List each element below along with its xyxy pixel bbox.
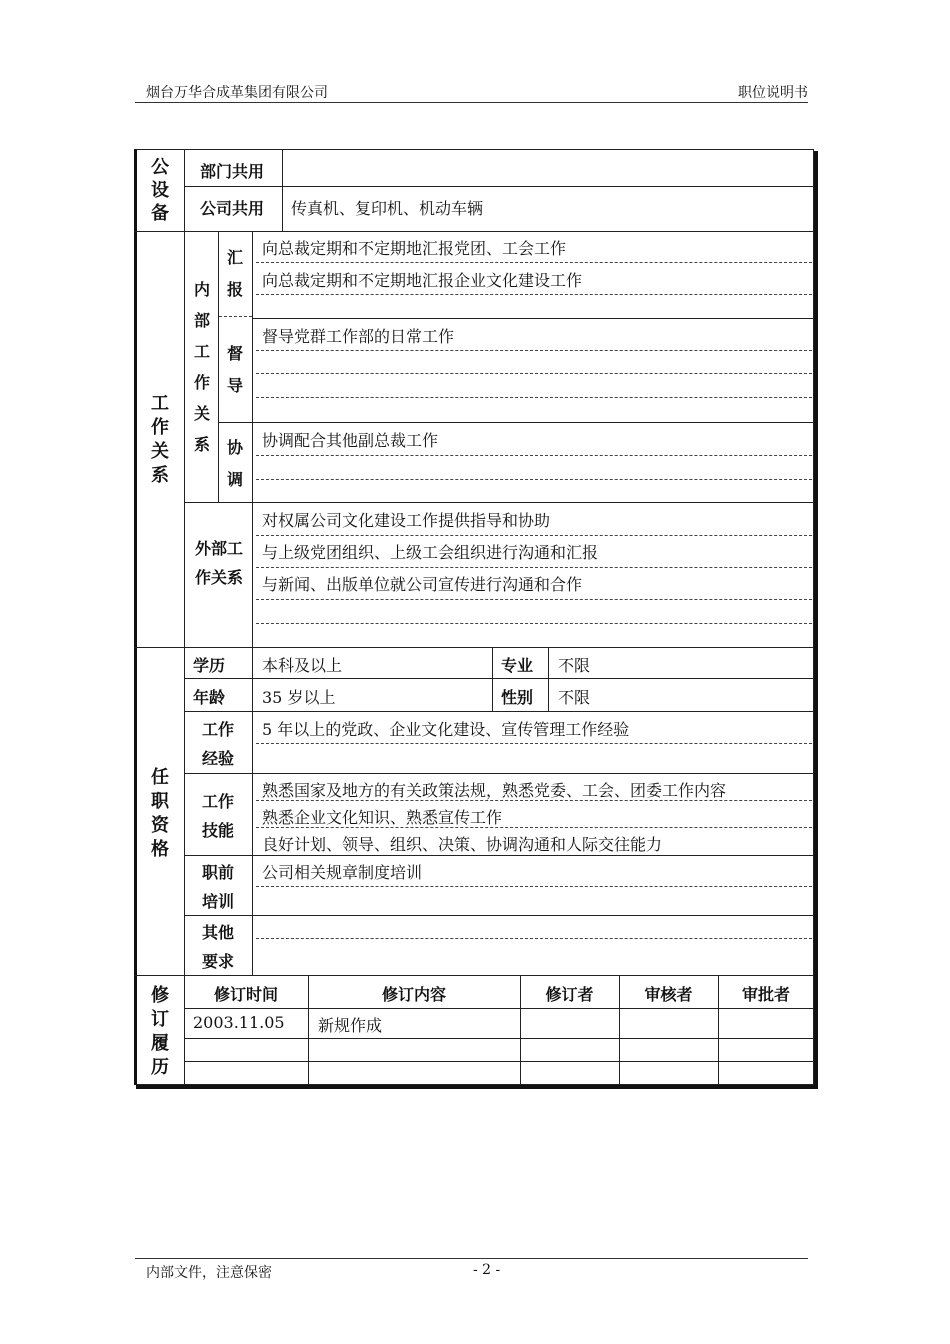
- qual-row-sep: [184, 773, 814, 774]
- equipment-section-label: 公设备: [151, 157, 169, 224]
- header-doc-type: 职位说明书: [738, 85, 808, 101]
- internal-relations-label: 内部工作关系: [193, 280, 210, 454]
- external-item-3: 与新闻、出版单位就公司宣传进行沟通和合作: [262, 575, 583, 594]
- dash-line: [256, 262, 812, 263]
- rev-col-content: 修订内容: [381, 985, 446, 1004]
- dash-line: [256, 397, 812, 398]
- frame-right-shadow: [814, 151, 818, 1089]
- skills-item-3: 良好计划、领导、组织、决策、协调沟通和人际交往能力: [262, 835, 663, 854]
- experience-label: 工作经验: [201, 720, 234, 768]
- qual-mid-divider-2: [548, 647, 549, 711]
- dash-line: [256, 938, 812, 939]
- equipment-dept-label: 部门共用: [200, 162, 265, 181]
- revision-section-label: 修订履历: [151, 985, 169, 1078]
- section-column-divider: [184, 149, 185, 1085]
- header-rule: [135, 102, 808, 103]
- report-item-1: 向总裁定期和不定期地汇报党团、工会工作: [262, 239, 567, 258]
- dash-line: [256, 373, 812, 374]
- rev-col-reviser: 修订者: [545, 985, 594, 1004]
- rev-row-content: 新规作成: [318, 1016, 383, 1035]
- supervise-label: 督导: [226, 344, 243, 395]
- dash-line: [256, 350, 812, 351]
- internal-label-divider: [218, 231, 219, 502]
- age-label: 年龄: [193, 688, 226, 707]
- dash-line: [256, 623, 812, 624]
- rev-col-reviewer: 审核者: [644, 985, 693, 1004]
- rev-row-sep: [184, 1008, 814, 1009]
- sep-equipment: [134, 231, 814, 232]
- qual-row-sep: [184, 855, 814, 856]
- dash-line: [256, 827, 812, 828]
- external-item-1: 对权属公司文化建设工作提供指导和协助: [262, 511, 551, 530]
- training-label: 职前培训: [201, 863, 234, 911]
- external-relations-label: 外部工作关系: [195, 539, 244, 587]
- equipment-company-label: 公司共用: [200, 199, 265, 218]
- report-item-2: 向总裁定期和不定期地汇报企业文化建设工作: [262, 271, 583, 290]
- qualifications-section-label: 任职资格: [151, 767, 169, 860]
- experience-item-1: 5 年以上的党政、企业文化建设、宣传管理工作经验: [262, 720, 630, 739]
- education-label: 学历: [193, 656, 226, 675]
- age-value: 35 岁以上: [262, 688, 336, 707]
- rev-row-sep: [184, 1038, 814, 1039]
- dash-line: [256, 479, 812, 480]
- relations-section-label: 工作关系: [151, 393, 169, 486]
- dash-line: [256, 455, 812, 456]
- supervise-sep: [218, 422, 814, 423]
- skills-item-2: 熟悉企业文化知识、熟悉宣传工作: [262, 808, 503, 827]
- report-supervise-dashed-sep: [219, 316, 252, 317]
- footer-page-number: - 2 -: [473, 1262, 501, 1278]
- report-label: 汇报: [226, 248, 243, 299]
- frame-left-thick: [134, 149, 137, 1085]
- dash-line: [256, 800, 812, 801]
- sep-qualifications: [134, 975, 814, 976]
- major-value: 不限: [558, 656, 591, 675]
- rev-col-date: 修订时间: [213, 985, 278, 1004]
- coordinate-item-1: 协调配合其他副总裁工作: [262, 431, 439, 450]
- sep-relations: [134, 647, 814, 648]
- qual-row-sep: [184, 678, 814, 679]
- major-label: 专业: [501, 656, 534, 675]
- qual-label-divider: [252, 647, 253, 975]
- header-company: 烟台万华合成革集团有限公司: [146, 85, 328, 101]
- qual-row-sep: [184, 711, 814, 712]
- dash-line: [256, 886, 812, 887]
- relations-content-divider: [252, 231, 253, 647]
- dash-line: [256, 743, 812, 744]
- qual-row-sep: [184, 915, 814, 916]
- dash-line: [256, 294, 812, 295]
- dash-line: [256, 599, 812, 600]
- gender-label: 性别: [501, 688, 534, 707]
- dash-line: [256, 567, 812, 568]
- rev-row-sep: [184, 1061, 814, 1062]
- coordinate-label: 协调: [226, 438, 243, 489]
- external-item-2: 与上级党团组织、上级工会组织进行沟通和汇报: [262, 543, 599, 562]
- frame-bottom-shadow: [136, 1085, 818, 1089]
- supervise-item-1: 督导党群工作部的日常工作: [262, 327, 455, 346]
- internal-external-sep: [184, 502, 814, 503]
- skills-label: 工作技能: [201, 792, 234, 840]
- dash-line: [256, 535, 812, 536]
- training-item-1: 公司相关规章制度培训: [262, 863, 423, 882]
- report-sep: [252, 318, 814, 319]
- skills-item-1: 熟悉国家及地方的有关政策法规，熟悉党委、工会、团委工作内容: [262, 781, 727, 800]
- gender-value: 不限: [558, 688, 591, 707]
- footer-note: 内部文件，注意保密: [146, 1265, 272, 1281]
- rev-col-approver: 审批者: [741, 985, 790, 1004]
- equipment-row-sep: [184, 186, 814, 187]
- rev-row-date: 2003.11.05: [193, 1013, 285, 1032]
- equipment-company-value: 传真机、复印机、机动车辆: [291, 199, 484, 218]
- footer-rule: [135, 1258, 808, 1259]
- other-label: 其他要求: [201, 923, 234, 971]
- education-value: 本科及以上: [262, 656, 343, 675]
- equipment-divider: [282, 149, 283, 231]
- qual-mid-divider-1: [492, 647, 493, 711]
